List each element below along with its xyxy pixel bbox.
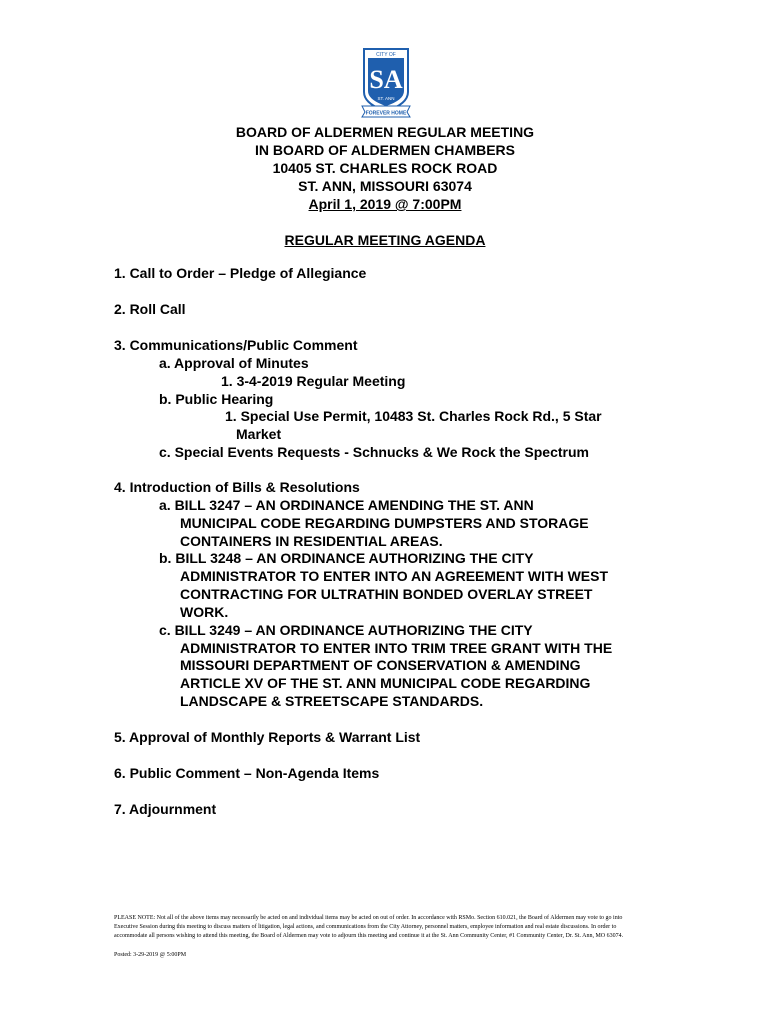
agenda-item-4a-line2: MUNICIPAL CODE REGARDING DUMPSTERS AND STORAGE (180, 515, 589, 531)
agenda-item-4: 4. Introduction of Bills & Resolutions (114, 479, 360, 495)
agenda-item-3a: a. Approval of Minutes (159, 355, 309, 371)
header-date: April 1, 2019 @ 7:00PM (308, 196, 462, 212)
header-title: BOARD OF ALDERMEN REGULAR MEETING (235, 124, 535, 140)
agenda-item-2: 2. Roll Call (114, 301, 186, 317)
agenda-item-3: 3. Communications/Public Comment (114, 337, 358, 353)
agenda-item-4c-line4: ARTICLE XV OF THE ST. ANN MUNICIPAL CODE REGARDING (180, 675, 591, 691)
agenda-item-6: 6. Public Comment – Non-Agenda Items (114, 765, 380, 781)
agenda-item-4b-line2: ADMINISTRATOR TO ENTER INTO AN AGREEMENT WITH WEST (180, 568, 609, 584)
agenda-item-4c-line2: ADMINISTRATOR TO ENTER INTO TRIM TREE GRANT WITH THE (180, 640, 613, 656)
agenda-item-4a-line3: CONTAINERS IN RESIDENTIAL AREAS. (180, 533, 443, 549)
agenda-item-4c-line3: MISSOURI DEPARTMENT OF CONSERVATION & AMENDING (180, 657, 581, 673)
logo-monogram: SA (369, 65, 403, 94)
header-location: IN BOARD OF ALDERMEN CHAMBERS (254, 142, 516, 158)
agenda-item-1: 1. Call to Order – Pledge of Allegiance (114, 265, 367, 281)
meeting-header (0, 123, 770, 213)
city-of-st-ann-logo (359, 46, 413, 118)
agenda-item-3a-1: 1. 3-4-2019 Regular Meeting (221, 373, 406, 389)
agenda-title: REGULAR MEETING AGENDA (284, 232, 486, 248)
agenda-item-3b-1-line2: Market (236, 426, 282, 442)
agenda-item-4c-line5: LANDSCAPE & STREETSCAPE STANDARDS. (180, 693, 484, 709)
agenda-item-3b-1-line1: 1. Special Use Permit, 10483 St. Charles Rock Rd., 5 Star (225, 408, 602, 424)
logo-ribbon-text: FOREVER HOME (365, 110, 407, 117)
footer-note-line2: Executive Session during this meeting to discuss matters of litigation, legal actions, and communications from the City Attorney, personnel matters, employee information and real estate discussions. In order to (114, 924, 617, 930)
logo-bottom-text: ST. ANN (377, 96, 395, 101)
agenda-item-4b-line4: WORK. (180, 604, 229, 620)
agenda-item-7: 7. Adjournment (114, 801, 217, 817)
agenda-title-block (0, 231, 770, 249)
agenda-item-5: 5. Approval of Monthly Reports & Warrant List (114, 729, 421, 745)
header-address: 10405 ST. CHARLES ROCK ROAD (272, 160, 498, 176)
logo-top-text: CITY OF (376, 52, 396, 58)
header-city-state: ST. ANN, MISSOURI 63074 (298, 178, 472, 194)
footer-note (114, 914, 670, 941)
footer-note-line1: PLEASE NOTE: Not all of the above items may necessarily be acted on and individual items may be acted on out of order. In accordance with RSMo. Section 610.021, the Board of Aldermen may vote to go into (114, 915, 623, 921)
footer-note-line3: accommodate all persons wishing to attend this meeting, the Board of Aldermen may vote to adjourn this meeting and continue it at the St. Ann Community Center, #1 Community Center, Dr. St. Ann, MO 63074. (114, 933, 624, 939)
agenda-item-4c-line1: c. BILL 3249 – AN ORDINANCE AUTHORIZING THE CITY (159, 622, 533, 638)
agenda-item-4b-line1: b. BILL 3248 – AN ORDINANCE AUTHORIZING THE CITY (159, 550, 534, 566)
posted-date: Posted: 3-29-2019 @ 5:00PM (114, 952, 187, 958)
agenda-item-3b: b. Public Hearing (159, 391, 274, 407)
agenda-item-3c: c. Special Events Requests - Schnucks & We Rock the Spectrum (159, 444, 589, 460)
agenda-item-4b-line3: CONTRACTING FOR ULTRATHIN BONDED OVERLAY STREET (180, 586, 593, 602)
agenda-item-4a-line1: a. BILL 3247 – AN ORDINANCE AMENDING THE ST. ANN (159, 497, 534, 513)
